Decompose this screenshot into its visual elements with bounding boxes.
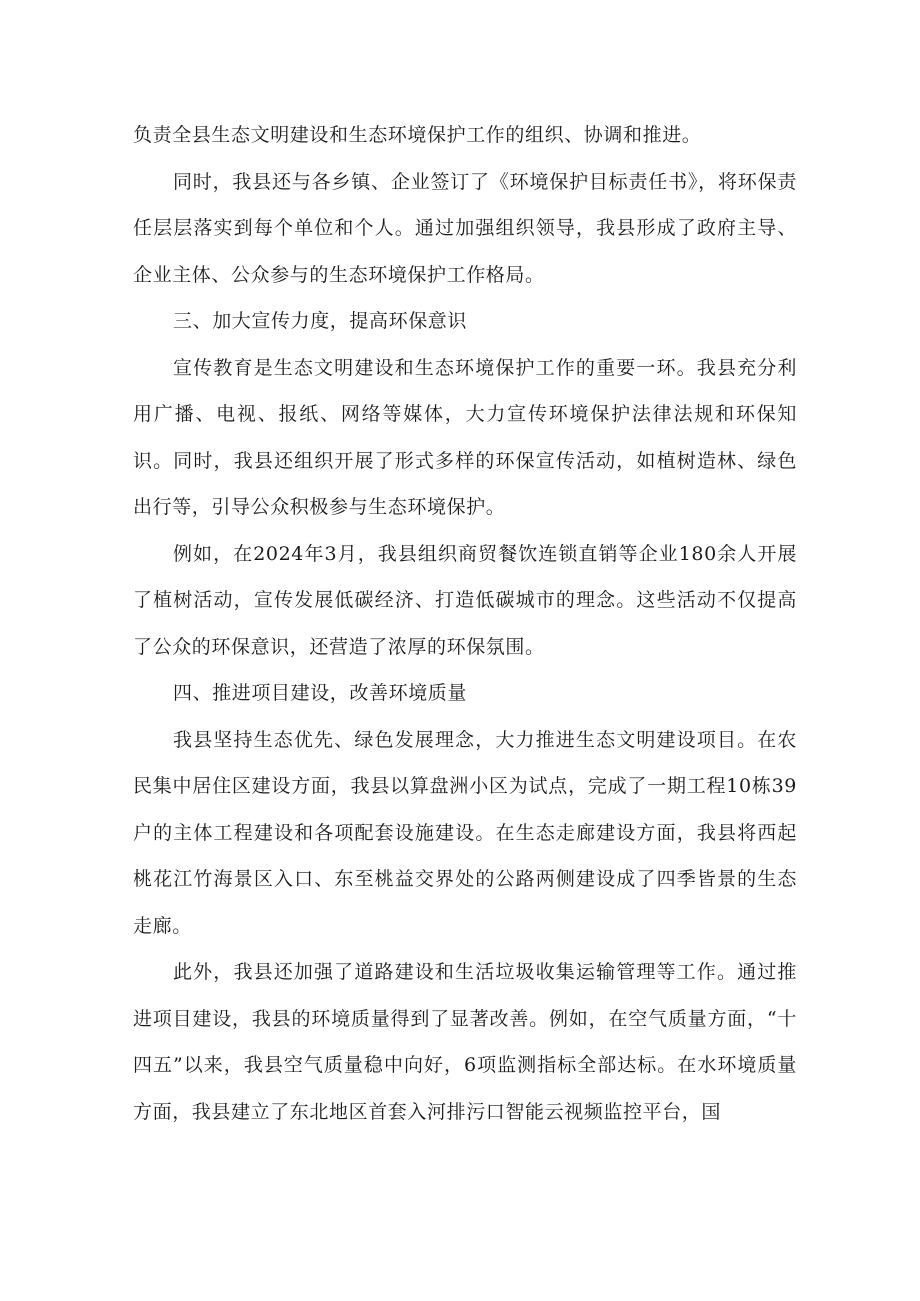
paragraph-environment-quality: 此外，我县还加强了道路建设和生活垃圾收集运输管理等工作。通过推进项目建设，我县的环境质量得到了显著改善。例如，在空气质量方面，“十四五”以来，我县空气质量稳中向好，6项监测指标全部达标。在水环境质量方面，我县建立了东北地区首套入河排污口智能云视频监控平台，国 — [133, 961, 797, 1123]
paragraph-responsibility: 同时，我县还与各乡镇、企业签订了《环境保护目标责任书》，将环保责任层层落实到每个单位和个人。通过加强组织领导，我县形成了政府主导、企业主体、公众参与的生态环境保护工作格局。 — [133, 170, 797, 286]
paragraph-projects: 我县坚持生态优先、绿色发展理念，大力推进生态文明建设项目。在农民集中居住区建设方面，我县以算盘洲小区为试点，完成了一期工程10栋39户的主体工程建设和各项配套设施建设。在生态走廊建设方面，我县将西起桃花江竹海景区入口、东至桃益交界处的公路两侧建设成了四季皆景的生态走廊。 — [133, 728, 797, 937]
document-body — [133, 112, 797, 1135]
paragraph-continuation: 负责全县生态文明建设和生态环境保护工作的组织、协调和推进。 — [133, 124, 702, 146]
section-heading-4: 四、推进项目建设，改善环境质量 — [173, 682, 468, 704]
paragraph-example-tree-planting: 例如，在2024年3月，我县组织商贸餐饮连锁直销等企业180余人开展了植树活动，宣传发展低碳经济、打造低碳城市的理念。这些活动不仅提高了公众的环保意识，还营造了浓厚的环保氛围。 — [133, 542, 797, 658]
paragraph-publicity: 宣传教育是生态文明建设和生态环境保护工作的重要一环。我县充分利用广播、电视、报纸、网络等媒体，大力宣传环境保护法律法规和环保知识。同时，我县还组织开展了形式多样的环保宣传活动，如植树造林、绿色出行等，引导公众积极参与生态环境保护。 — [133, 356, 797, 518]
section-heading-3: 三、加大宣传力度，提高环保意识 — [173, 310, 468, 332]
